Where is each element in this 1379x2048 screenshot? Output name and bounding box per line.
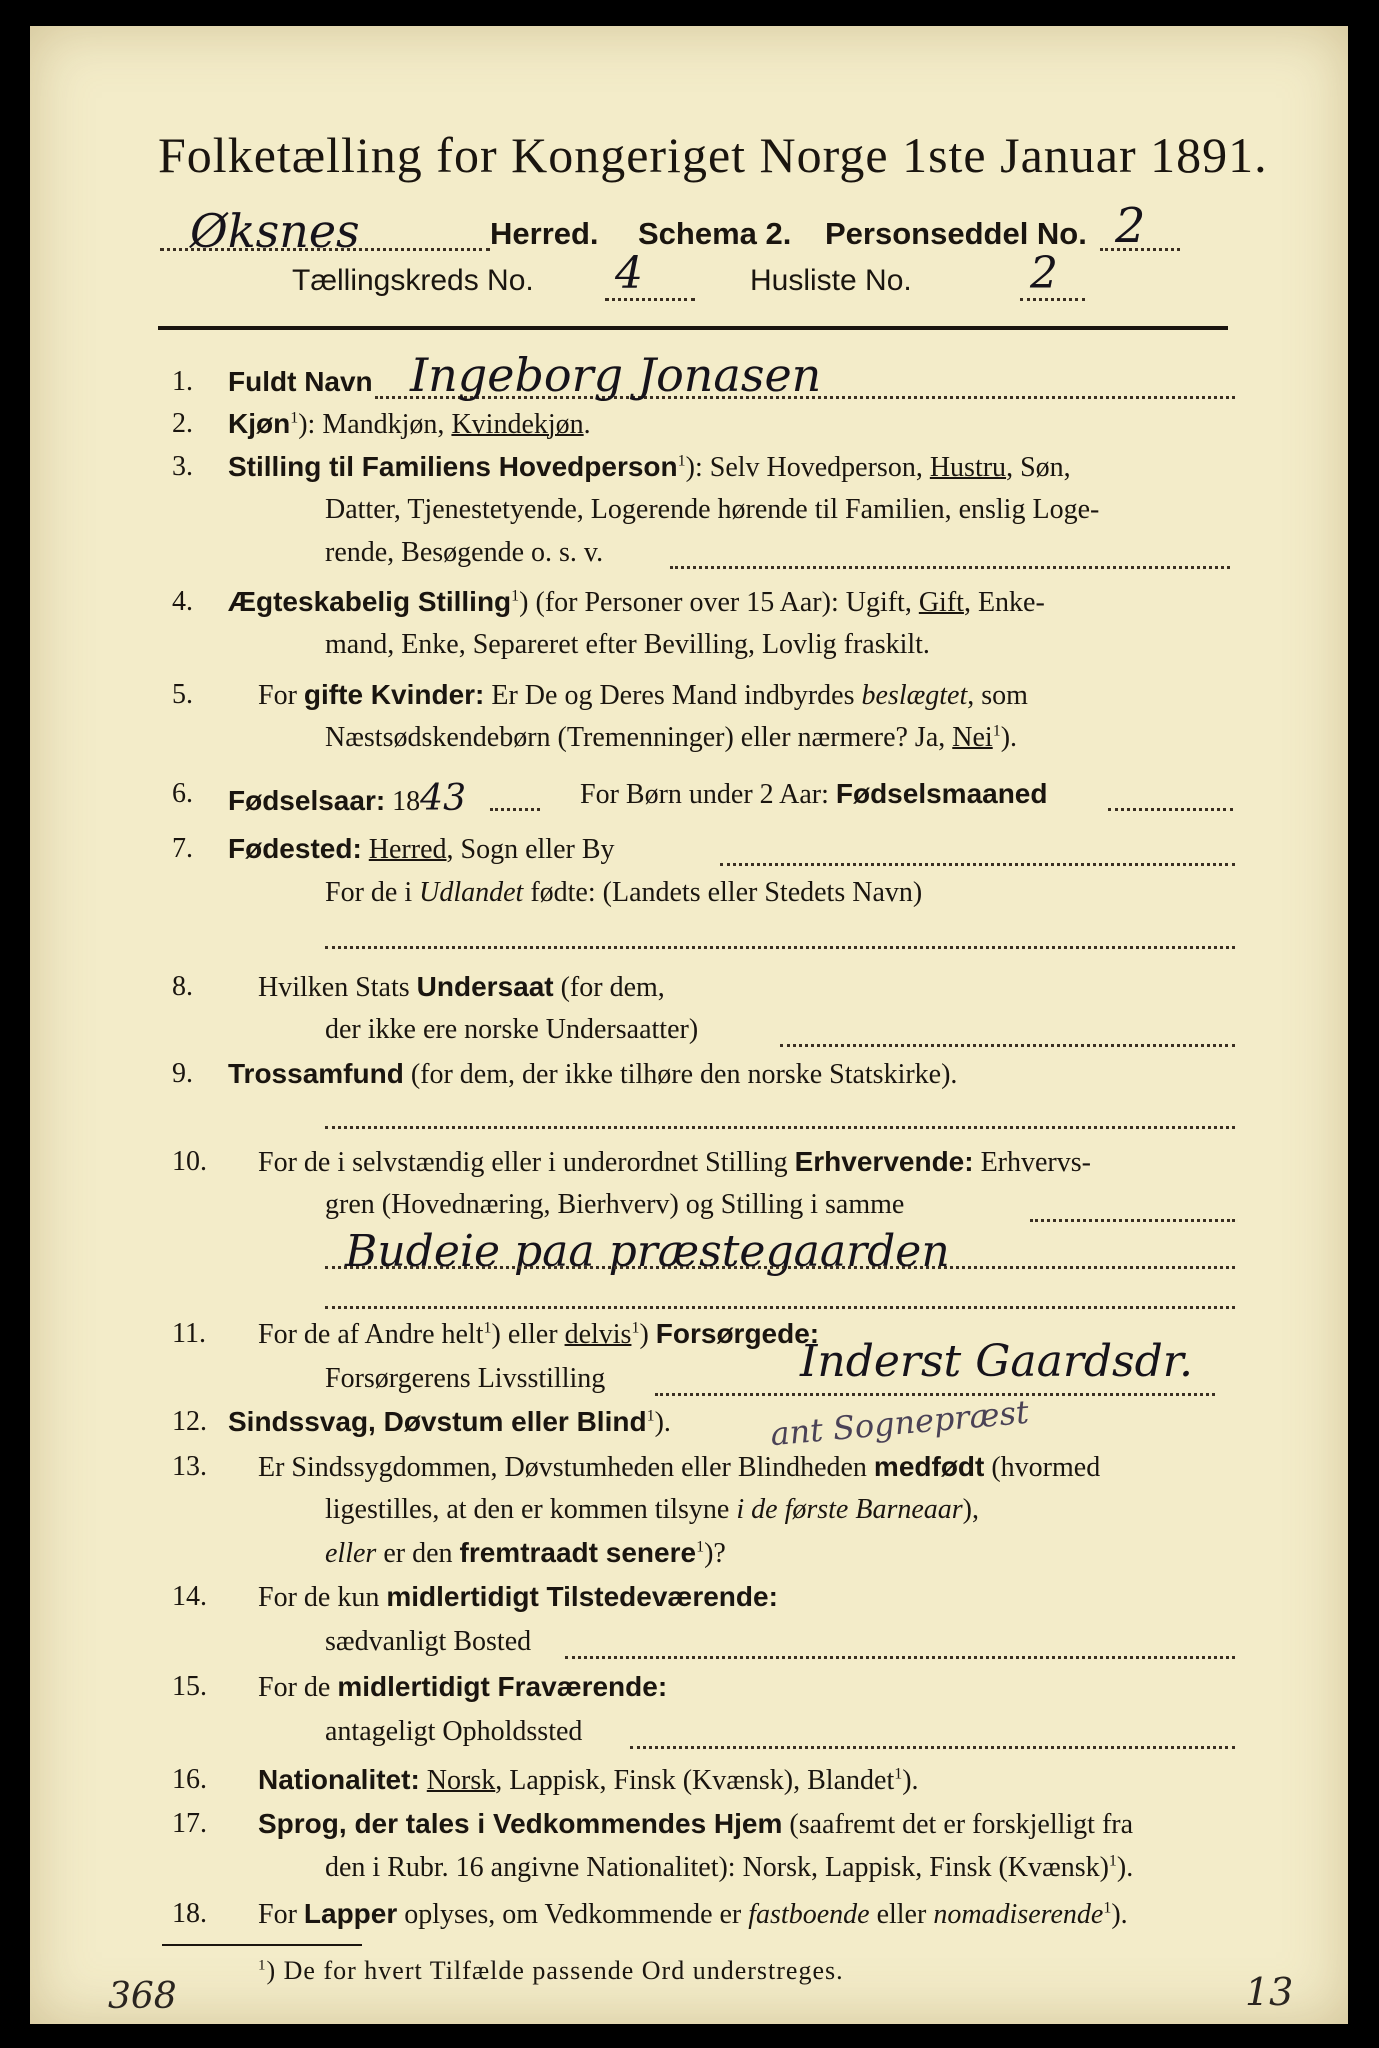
dependents-close: ) [639,1319,656,1350]
footnote-marker: 1 [696,1538,705,1556]
birth-year-label: Fødselsaar: [228,785,386,816]
dependents-row [258,1318,819,1351]
schema-label: Schema 2. [638,216,792,251]
sex-options-text: ): Mandkjøn, [298,409,452,440]
marital-status-label: Ægteskabelig Stilling [228,586,512,617]
footnote-marker: 1 [511,587,520,605]
usual-residence-label: sædvanligt Bosted [325,1626,532,1657]
lapps-label: Lapper [303,1898,398,1929]
family-position-label: Stilling til Familiens Hovedperson [228,451,678,482]
congenital-line2-italic: i de første Barneaar [736,1494,963,1525]
birthplace-abroad-prefix: For de i [325,877,420,908]
item-number: 12. [172,1406,207,1437]
occupation-prefix: For de i selvstændig eller i underordnet Stilling [258,1147,795,1178]
item-number: 18. [172,1898,207,1929]
footnote-marker: 1 [1108,1852,1117,1870]
sex-end: . [583,409,591,440]
family-position-options-a: ): Selv Hovedperson, [685,452,930,483]
birthplace-abroad-text: fødte: (Landets eller Stedets Navn) [523,877,923,908]
husliste-value: 2 [1030,248,1058,299]
census-form-sheet [30,26,1348,2024]
margin-note-right: 13 [1245,1970,1294,2014]
family-position-line3: rende, Besøgende o. s. v. [325,537,604,568]
taellingskreds-value: 4 [615,248,643,299]
item-number: 7. [172,833,193,864]
item-number: 4. [172,586,193,617]
birth-month-dotted-line [1108,808,1233,811]
citizenship-dotted-line [780,1044,1235,1047]
language-line2 [325,1852,1133,1884]
item-number: 13. [172,1451,207,1482]
margin-note-left: 368 [108,1976,177,2017]
sex-selected-option: Kvindekjøn [451,409,584,440]
occupation-dotted-line-3 [325,1306,1235,1309]
footnote-marker: 1 [290,409,299,427]
footnote-marker: 1 [631,1319,640,1337]
family-position-row [228,451,1071,484]
lapps-nomadic: nomadiserende [933,1899,1104,1930]
item-number: 15. [172,1671,207,1702]
congenital-label: medfødt [873,1451,985,1482]
item-number: 10. [172,1146,207,1177]
item-number: 1. [172,366,193,397]
occupation-value: Budeie paa præstegaarden [345,1226,950,1277]
occupation-suffix: Erhvervs- [973,1147,1091,1178]
citizenship-row [258,971,665,1004]
full-name-label: Fuldt Navn [228,366,373,397]
married-women-line2 [325,722,1017,754]
nationality-label: Nationalitet: [258,1764,420,1795]
footnote-marker: 1 [894,1765,903,1783]
footnote-rule [162,1944,362,1946]
nationality-row [258,1764,919,1797]
married-women-line2-end: ). [1000,722,1018,753]
item-number: 5. [172,679,193,710]
marital-status-options-a: ) (for Personer over 15 Aar): Ugift, [519,587,919,618]
provider-occupation-dotted-line [655,1393,1215,1396]
temp-present-label: midlertidigt Tilstedeværende: [386,1581,778,1612]
whereabouts-dotted-line [630,1746,1235,1749]
dependents-label: Forsørgede: [655,1318,820,1349]
form-title: Folketælling for Kongeriget Norge 1ste Januar 1891. [158,127,1268,183]
citizenship-label: Undersaat [416,971,554,1002]
birth-year-prefix: 18 [392,786,421,817]
herred-label: Herred. [490,216,599,251]
taellingskreds-dotted-line [605,298,695,301]
herred-dotted-line [160,248,490,251]
item-number: 14. [172,1581,207,1612]
congenital-line2-text: ligestilles, at den er kommen tilsyne [325,1494,737,1525]
occupation-row [258,1146,1091,1179]
footnote-marker: 1 [677,452,686,470]
item-number: 3. [172,451,193,482]
disability-end: ). [654,1407,671,1438]
disability-row [228,1406,671,1439]
husliste-dotted-line [1020,298,1085,301]
item-number: 6. [172,778,193,809]
birth-year-row [228,778,466,819]
congenital-line3-end: )? [704,1538,726,1569]
birthplace-label: Fødested: [228,833,362,864]
birthplace-options: , Sogn eller By [446,834,615,865]
religion-row [228,1058,957,1091]
occupation-dotted-line-1 [1030,1219,1235,1222]
personseddel-label: Personseddel No. [825,216,1087,251]
congenital-later-label: fremtraadt senere [459,1537,697,1568]
language-row [258,1808,1133,1841]
birth-month-text: For Børn under 2 Aar: [580,779,836,810]
footnote-marker: 1 [992,722,1001,740]
dependents-text: ) eller [491,1319,565,1350]
personseddel-dotted-line [1100,248,1180,251]
item-number: 11. [172,1318,206,1349]
married-women-selected-option: Nei [952,722,993,753]
full-name-value: Ingeborg Jonasen [410,348,822,402]
lapps-prefix: For [258,1899,304,1930]
congenital-row [258,1451,1100,1484]
citizenship-suffix: (for dem, [553,972,665,1003]
family-position-options-b: , Søn, [1006,452,1071,483]
temp-absent-row [258,1671,667,1704]
language-text: (saafremt det er forskjelligt fra [782,1809,1134,1840]
occupation-line2: gren (Hovednæring, Bierhverv) og Stilling i samme [325,1189,905,1220]
marital-status-row [228,586,1045,619]
birthplace-abroad-line [325,877,922,909]
congenital-line2-end: ), [962,1494,979,1525]
citizenship-line2: der ikke ere norske Undersaatter) [325,1014,699,1045]
congenital-prefix: Er Sindssygdommen, Døvstumheden eller Blindheden [258,1452,874,1483]
provider-occupation-value: Inderst Gaardsdr. [800,1336,1193,1387]
dependents-prefix: For de af Andre helt [258,1319,484,1350]
whereabouts-label: antageligt Opholdssted [325,1716,583,1747]
lapps-settled: fastboende [748,1899,870,1930]
header-rule [158,326,1228,330]
married-women-related: beslægtet [861,680,968,711]
footnote-text: ) De for hvert Tilfælde passende Ord understreges. [266,1956,844,1985]
lapps-text: oplyses, om Vedkommende er [397,1899,749,1930]
lapps-row [258,1898,1128,1931]
nationality-end: ). [902,1765,919,1796]
family-position-line2: Datter, Tjenestetyende, Logerende hørende til Familien, enslig Loge- [325,494,1100,525]
item-number: 16. [172,1764,207,1795]
married-women-prefix: For [258,680,304,711]
congenital-line3 [325,1537,726,1570]
married-women-row [258,679,1028,712]
footnote-marker: 1 [646,1407,655,1425]
congenital-suffix: (hvormed [984,1452,1101,1483]
temp-absent-prefix: For de [258,1672,338,1703]
birthplace-abroad-dotted-line [325,946,1235,949]
religion-label: Trossamfund [228,1058,404,1089]
item-number: 2. [172,408,193,439]
lapps-or: eller [869,1899,934,1930]
birthplace-abroad-italic: Udlandet [419,877,524,908]
congenital-line3-italic: eller [325,1538,377,1569]
usual-residence-dotted-line [565,1656,1235,1659]
birth-month-row [580,778,1048,811]
birthplace-dotted-line [720,863,1235,866]
birthplace-selected-option: Herred [368,834,447,865]
lapps-end: ). [1111,1899,1128,1930]
congenital-line2 [325,1494,979,1526]
footnote-marker: 1 [1103,1899,1112,1917]
herred-value: Øksnes [190,204,360,258]
taellingskreds-label: Tællingskreds No. [292,264,534,297]
sex-label: Kjøn [228,408,291,439]
marital-status-line2: mand, Enke, Separeret efter Bevilling, Lovlig fraskilt. [325,629,930,660]
married-women-label: gifte Kvinder: [303,679,485,710]
citizenship-prefix: Hvilken Stats [258,972,417,1003]
language-line2-end: ). [1116,1852,1134,1883]
item-number: 17. [172,1808,207,1839]
religion-dotted-line [325,1126,1235,1129]
item-number: 8. [172,971,193,1002]
temp-present-prefix: For de kun [258,1582,387,1613]
language-label: Sprog, der tales i Vedkommendes Hjem [258,1808,783,1839]
marital-status-options-b: , Enke- [963,587,1045,618]
language-line2-text: den i Rubr. 16 angivne Nationalitet): Norsk, Lappisk, Finsk (Kvænsk) [325,1852,1109,1883]
item-number: 9. [172,1058,193,1089]
sex-row [228,408,591,441]
birth-month-label: Fødselsmaaned [835,778,1048,809]
congenital-line3-text: er den [376,1538,460,1569]
temp-present-row [258,1581,778,1614]
birth-year-dotted-line [490,808,540,811]
personseddel-value: 2 [1115,198,1146,254]
provider-occupation-label: Forsørgerens Livsstilling [325,1363,606,1394]
birthplace-row [228,833,615,866]
married-women-question: Er De og Deres Mand indbyrdes [484,680,862,711]
footnote-marker: 1 [483,1319,492,1337]
married-women-suffix: , som [967,680,1028,711]
birth-year-value: 43 [420,778,466,819]
husliste-label: Husliste No. [750,264,912,297]
occupation-label: Erhvervende: [794,1146,974,1177]
religion-text: (for dem, der ikke tilhøre den norske Statskirke). [403,1059,958,1090]
dependents-selected-option: delvis [564,1319,632,1350]
footnote-marker: 1 [258,1957,267,1974]
occupation-dotted-line-2 [325,1266,1235,1269]
nationality-selected-option: Norsk [426,1765,496,1796]
disability-annotation: ant Sognepræst [768,1392,1031,1454]
footnote [258,1956,844,1986]
family-position-selected-option: Hustru [929,452,1007,483]
marital-status-selected-option: Gift [918,587,964,618]
nationality-options: , Lappisk, Finsk (Kvænsk), Blandet [495,1765,895,1796]
disability-label: Sindssvag, Døvstum eller Blind [228,1406,647,1437]
temp-absent-label: midlertidigt Fraværende: [337,1671,668,1702]
family-position-dotted-line [670,566,1230,569]
married-women-line2-text: Næstsødskendebørn (Tremenninger) eller nærmere? Ja, [325,722,953,753]
